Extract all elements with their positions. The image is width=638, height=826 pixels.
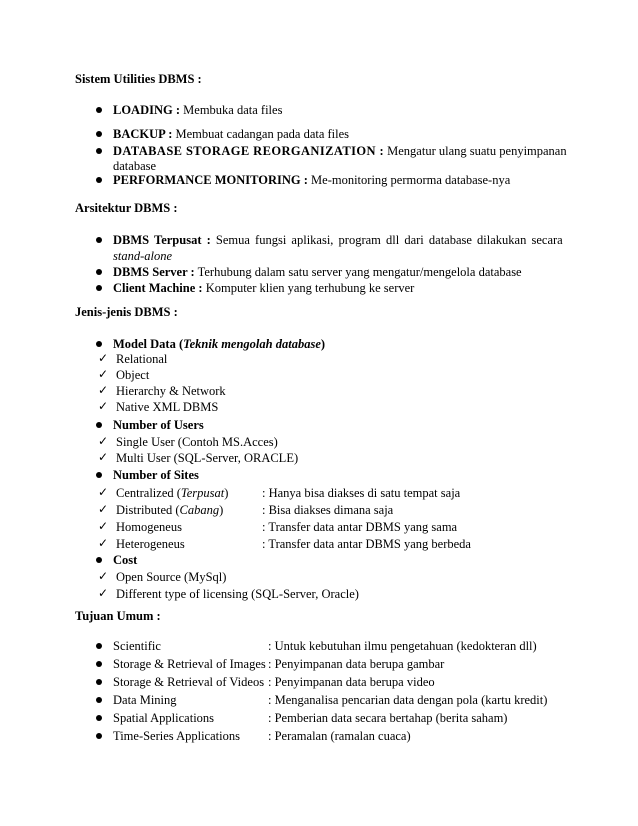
bullet-icon bbox=[96, 643, 102, 649]
list-item: Hierarchy & Network bbox=[116, 384, 226, 398]
list-item-continuation: database bbox=[113, 159, 157, 173]
list-item: Different type of licensing (SQL-Server, Oracle) bbox=[116, 587, 359, 601]
bullet-icon bbox=[96, 285, 102, 291]
bullet-icon bbox=[96, 107, 102, 113]
checkmark-icon: ✓ bbox=[98, 502, 109, 516]
checkmark-icon: ✓ bbox=[98, 367, 109, 381]
list-item: Homogeneus bbox=[116, 520, 182, 534]
list-item-continuation: stand-alone bbox=[113, 249, 173, 263]
list-item: Time-Series Applications bbox=[113, 729, 240, 743]
bullet-icon bbox=[96, 237, 102, 243]
list-item: Single User (Contoh MS.Acces) bbox=[116, 435, 278, 449]
checkmark-icon: ✓ bbox=[98, 485, 109, 499]
list-item-description: : Peramalan (ramalan cuaca) bbox=[268, 729, 411, 743]
bullet-icon bbox=[96, 341, 102, 347]
bullet-icon bbox=[96, 733, 102, 739]
list-item-description: : Transfer data antar DBMS yang berbeda bbox=[262, 537, 471, 551]
checkmark-icon: ✓ bbox=[98, 586, 109, 600]
list-item: Object bbox=[116, 368, 150, 382]
list-item-number-of-sites: Number of Sites bbox=[113, 468, 199, 482]
bullet-icon bbox=[96, 557, 102, 563]
checkmark-icon: ✓ bbox=[98, 351, 109, 365]
section-title-arsitektur: Arsitektur DBMS : bbox=[75, 201, 178, 215]
list-item: Multi User (SQL-Server, ORACLE) bbox=[116, 451, 299, 465]
bullet-icon bbox=[96, 177, 102, 183]
list-item-model-data: Model Data (Teknik mengolah database) bbox=[113, 337, 326, 351]
list-item: LOADING : Membuka data files bbox=[113, 103, 283, 117]
section-title-utilities: Sistem Utilities DBMS : bbox=[75, 72, 202, 86]
list-item: Data Mining bbox=[113, 693, 177, 707]
list-item-number-of-users: Number of Users bbox=[113, 418, 204, 432]
list-item-description: : Penyimpanan data berupa gambar bbox=[268, 657, 445, 671]
checkmark-icon: ✓ bbox=[98, 536, 109, 550]
list-item: Storage & Retrieval of Videos bbox=[113, 675, 265, 689]
section-title-jenis: Jenis-jenis DBMS : bbox=[75, 305, 178, 319]
list-item: Client Machine : Komputer klien yang terhubung ke server bbox=[113, 281, 415, 295]
list-item-description: : Untuk kebutuhan ilmu pengetahuan (kedokteran dll) bbox=[268, 639, 537, 653]
bullet-icon bbox=[96, 131, 102, 137]
bullet-icon bbox=[96, 679, 102, 685]
checkmark-icon: ✓ bbox=[98, 569, 109, 583]
bullet-icon bbox=[96, 697, 102, 703]
list-item-description: : Transfer data antar DBMS yang sama bbox=[262, 520, 458, 534]
list-item: BACKUP : Membuat cadangan pada data files bbox=[113, 127, 350, 141]
list-item: Distributed (Cabang) bbox=[116, 503, 224, 517]
list-item-description: : Pemberian data secara bertahap (berita saham) bbox=[268, 711, 508, 725]
list-item-description: : Bisa diakses dimana saja bbox=[262, 503, 394, 517]
checkmark-icon: ✓ bbox=[98, 450, 109, 464]
list-item: Storage & Retrieval of Images bbox=[113, 657, 266, 671]
list-item: Open Source (MySql) bbox=[116, 570, 227, 584]
list-item: Centralized (Terpusat) bbox=[116, 486, 229, 500]
bullet-icon bbox=[96, 661, 102, 667]
list-item: DBMS Server : Terhubung dalam satu server yang mengatur/mengelola database bbox=[113, 265, 522, 279]
bullet-icon bbox=[96, 422, 102, 428]
checkmark-icon: ✓ bbox=[98, 399, 109, 413]
list-item: DATABASE STORAGE REORGANIZATION : Mengatur ulang suatu penyimpanan bbox=[113, 144, 567, 158]
list-item-cost: Cost bbox=[113, 553, 138, 567]
bullet-icon bbox=[96, 269, 102, 275]
list-item-description: : Hanya bisa diakses di satu tempat saja bbox=[262, 486, 461, 500]
bullet-icon bbox=[96, 715, 102, 721]
list-item-description: : Penyimpanan data berupa video bbox=[268, 675, 435, 689]
list-item: Heterogeneus bbox=[116, 537, 185, 551]
list-item: PERFORMANCE MONITORING : Me-monitoring permorma database-nya bbox=[113, 173, 511, 187]
section-title-tujuan: Tujuan Umum : bbox=[75, 609, 161, 623]
list-item: Relational bbox=[116, 352, 168, 366]
list-item: Native XML DBMS bbox=[116, 400, 219, 414]
checkmark-icon: ✓ bbox=[98, 519, 109, 533]
list-item: DBMS Terpusat : Semua fungsi aplikasi, program dll dari database dilakukan secara bbox=[113, 233, 563, 247]
list-item-description: : Menganalisa pencarian data dengan pola (kartu kredit) bbox=[268, 693, 548, 707]
checkmark-icon: ✓ bbox=[98, 383, 109, 397]
list-item: Scientific bbox=[113, 639, 161, 653]
checkmark-icon: ✓ bbox=[98, 434, 109, 448]
bullet-icon bbox=[96, 472, 102, 478]
bullet-icon bbox=[96, 148, 102, 154]
list-item: Spatial Applications bbox=[113, 711, 215, 725]
